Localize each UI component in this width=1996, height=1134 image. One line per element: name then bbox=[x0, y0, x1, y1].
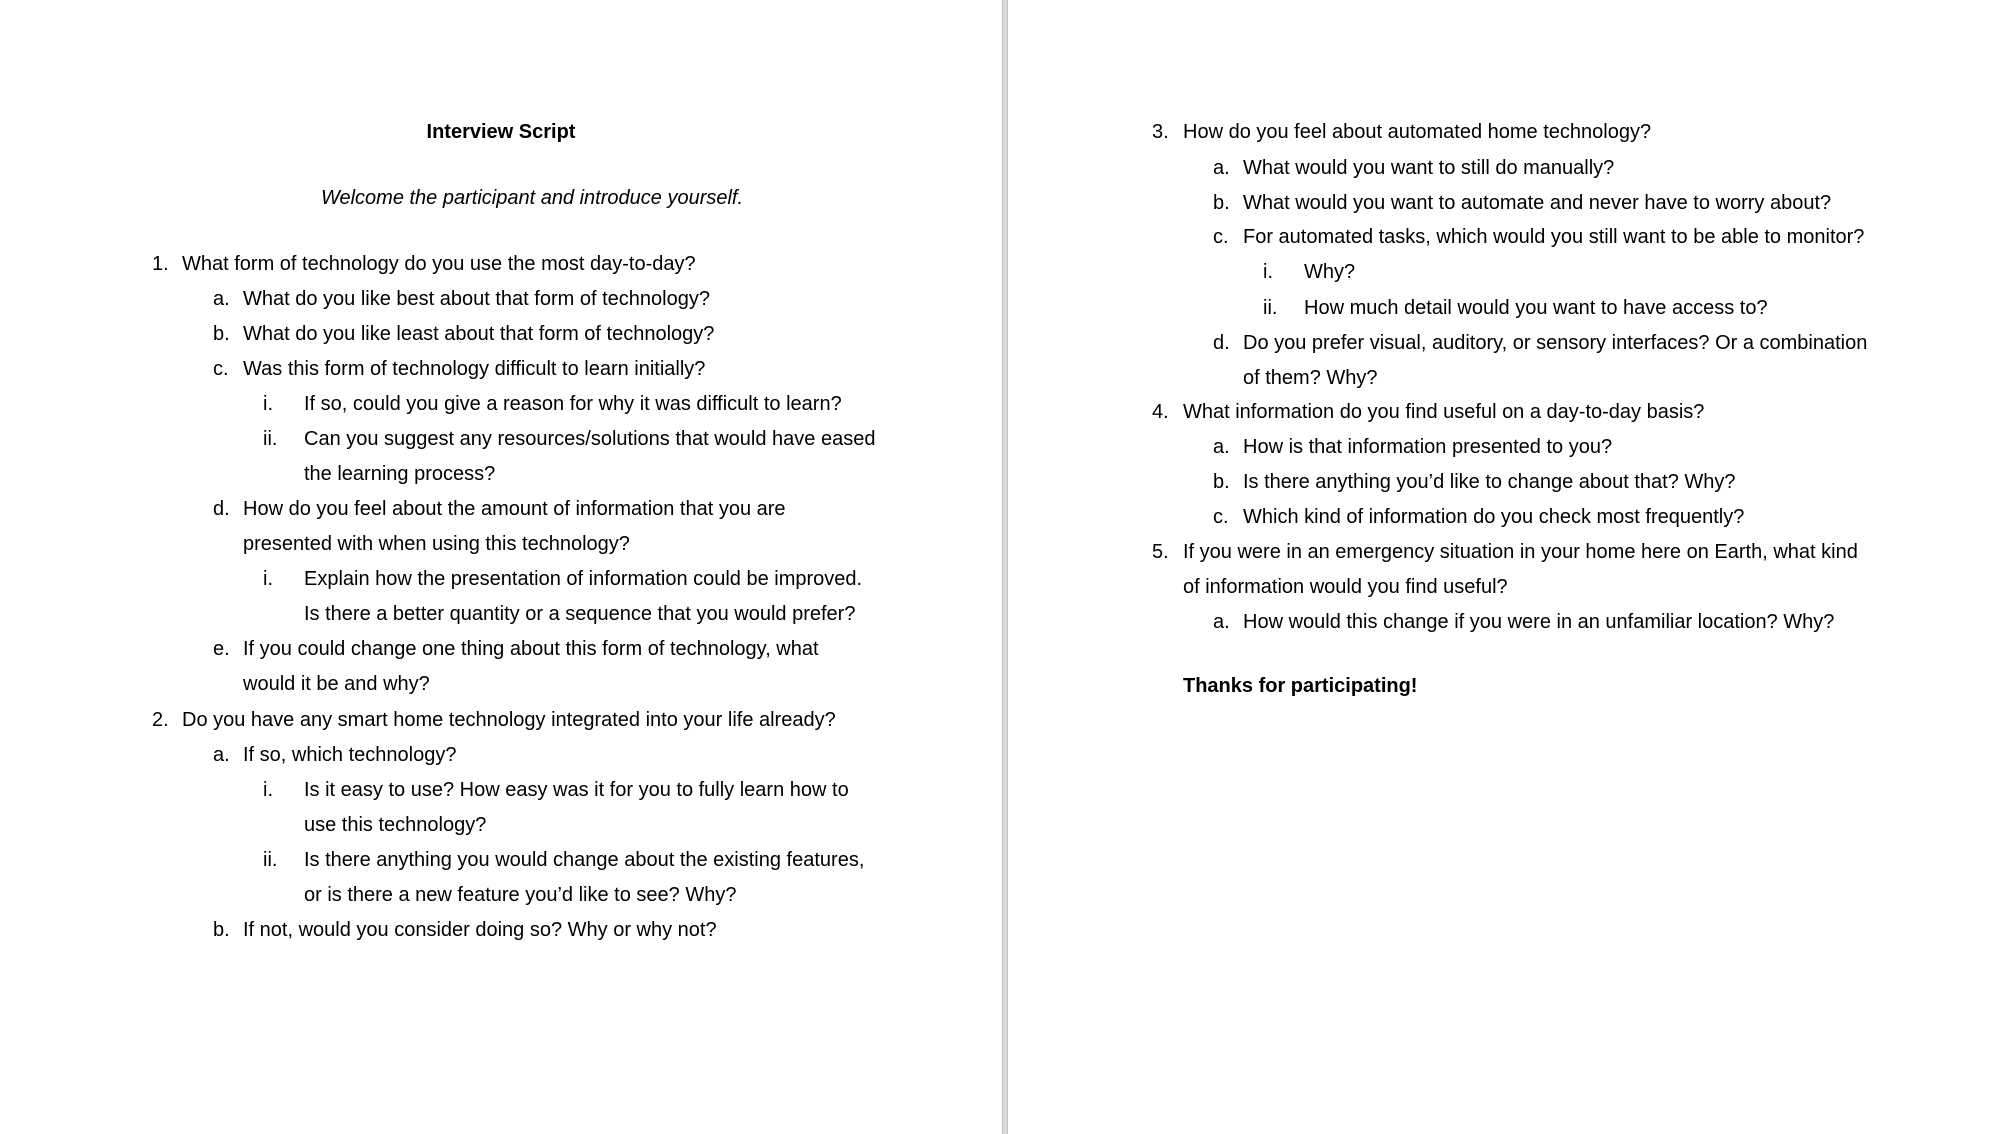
sub-question-text-cont: would it be and why? bbox=[243, 673, 430, 695]
sub-question-marker: a. bbox=[213, 288, 230, 310]
sub-question-text: Which kind of information do you check most frequently? bbox=[1243, 506, 1745, 528]
question-text: What form of technology do you use the most day-to-day? bbox=[182, 253, 696, 275]
sub-question-marker: b. bbox=[1213, 471, 1230, 493]
sub-sub-question-text: Can you suggest any resources/solutions that would have eased bbox=[304, 428, 876, 450]
sub-question-text: What do you like best about that form of technology? bbox=[243, 288, 710, 310]
question-number: 1. bbox=[152, 253, 169, 275]
sub-question-text: If not, would you consider doing so? Why or why not? bbox=[243, 919, 717, 941]
sub-sub-question-marker: ii. bbox=[263, 428, 278, 450]
page-2 bbox=[1008, 0, 1996, 1134]
page-title: Interview Script bbox=[426, 121, 576, 143]
question-number: 2. bbox=[152, 709, 169, 731]
sub-question-text: Do you prefer visual, auditory, or sensory interfaces? Or a combination bbox=[1243, 332, 1868, 354]
sub-question-text-cont: of them? Why? bbox=[1243, 367, 1378, 389]
sub-sub-question-marker: i. bbox=[263, 779, 273, 801]
sub-question-text: What would you want to automate and never have to worry about? bbox=[1243, 192, 1832, 214]
sub-question-text: What would you want to still do manually? bbox=[1243, 157, 1615, 179]
question-number: 4. bbox=[1152, 401, 1169, 423]
sub-sub-question-marker: ii. bbox=[263, 849, 278, 871]
sub-question-marker: c. bbox=[1213, 506, 1229, 528]
sub-question-marker: c. bbox=[1213, 226, 1229, 248]
sub-question-marker: d. bbox=[1213, 332, 1230, 354]
sub-question-marker: b. bbox=[213, 919, 230, 941]
sub-sub-question-text: If so, could you give a reason for why it was difficult to learn? bbox=[304, 393, 842, 415]
sub-question-text: What do you like least about that form of technology? bbox=[243, 323, 715, 345]
sub-question-text: If so, which technology? bbox=[243, 744, 457, 766]
sub-sub-question-marker: i. bbox=[263, 393, 273, 415]
sub-question-marker: e. bbox=[213, 638, 230, 660]
question-text: How do you feel about automated home technology? bbox=[1183, 121, 1652, 143]
sub-question-text: For automated tasks, which would you still want to be able to monitor? bbox=[1243, 226, 1865, 248]
question-text: Do you have any smart home technology integrated into your life already? bbox=[182, 709, 836, 731]
sub-question-marker: a. bbox=[1213, 611, 1230, 633]
sub-sub-question-text-cont: or is there a new feature you’d like to see? Why? bbox=[304, 884, 737, 906]
sub-question-marker: b. bbox=[1213, 192, 1230, 214]
question-text: What information do you find useful on a day-to-day basis? bbox=[1183, 401, 1705, 423]
sub-question-marker: a. bbox=[1213, 436, 1230, 458]
sub-question-text: Was this form of technology difficult to learn initially? bbox=[243, 358, 706, 380]
sub-sub-question-text: Explain how the presentation of information could be improved. bbox=[304, 568, 863, 590]
sub-sub-question-text: How much detail would you want to have access to? bbox=[1304, 297, 1768, 319]
sub-sub-question-marker: i. bbox=[263, 568, 273, 590]
sub-question-marker: d. bbox=[213, 498, 230, 520]
sub-question-marker: c. bbox=[213, 358, 229, 380]
question-text: If you were in an emergency situation in your home here on Earth, what kind bbox=[1183, 541, 1858, 563]
sub-sub-question-text-cont: the learning process? bbox=[304, 463, 496, 485]
sub-sub-question-text: Is there anything you would change about the existing features, bbox=[304, 849, 865, 871]
sub-sub-question-marker: ii. bbox=[1263, 297, 1278, 319]
sub-question-marker: a. bbox=[213, 744, 230, 766]
sub-question-text-cont: presented with when using this technology? bbox=[243, 533, 630, 555]
sub-question-text: If you could change one thing about this form of technology, what bbox=[243, 638, 819, 660]
sub-sub-question-text-cont: Is there a better quantity or a sequence that you would prefer? bbox=[304, 603, 856, 625]
question-number: 3. bbox=[1152, 121, 1169, 143]
page-subtitle: Welcome the participant and introduce yourself. bbox=[320, 187, 744, 209]
closing-text: Thanks for participating! bbox=[1183, 675, 1418, 697]
sub-question-text: Is there anything you’d like to change about that? Why? bbox=[1243, 471, 1736, 493]
sub-question-text: How is that information presented to you? bbox=[1243, 436, 1613, 458]
question-number: 5. bbox=[1152, 541, 1169, 563]
sub-question-marker: b. bbox=[213, 323, 230, 345]
sub-question-text: How do you feel about the amount of information that you are bbox=[243, 498, 786, 520]
question-text-cont: of information would you find useful? bbox=[1183, 576, 1508, 598]
sub-question-text: How would this change if you were in an unfamiliar location? Why? bbox=[1243, 611, 1835, 633]
sub-sub-question-marker: i. bbox=[1263, 261, 1273, 283]
sub-question-marker: a. bbox=[1213, 157, 1230, 179]
sub-sub-question-text-cont: use this technology? bbox=[304, 814, 487, 836]
sub-sub-question-text: Why? bbox=[1304, 261, 1356, 283]
sub-sub-question-text: Is it easy to use? How easy was it for you to fully learn how to bbox=[304, 779, 849, 801]
